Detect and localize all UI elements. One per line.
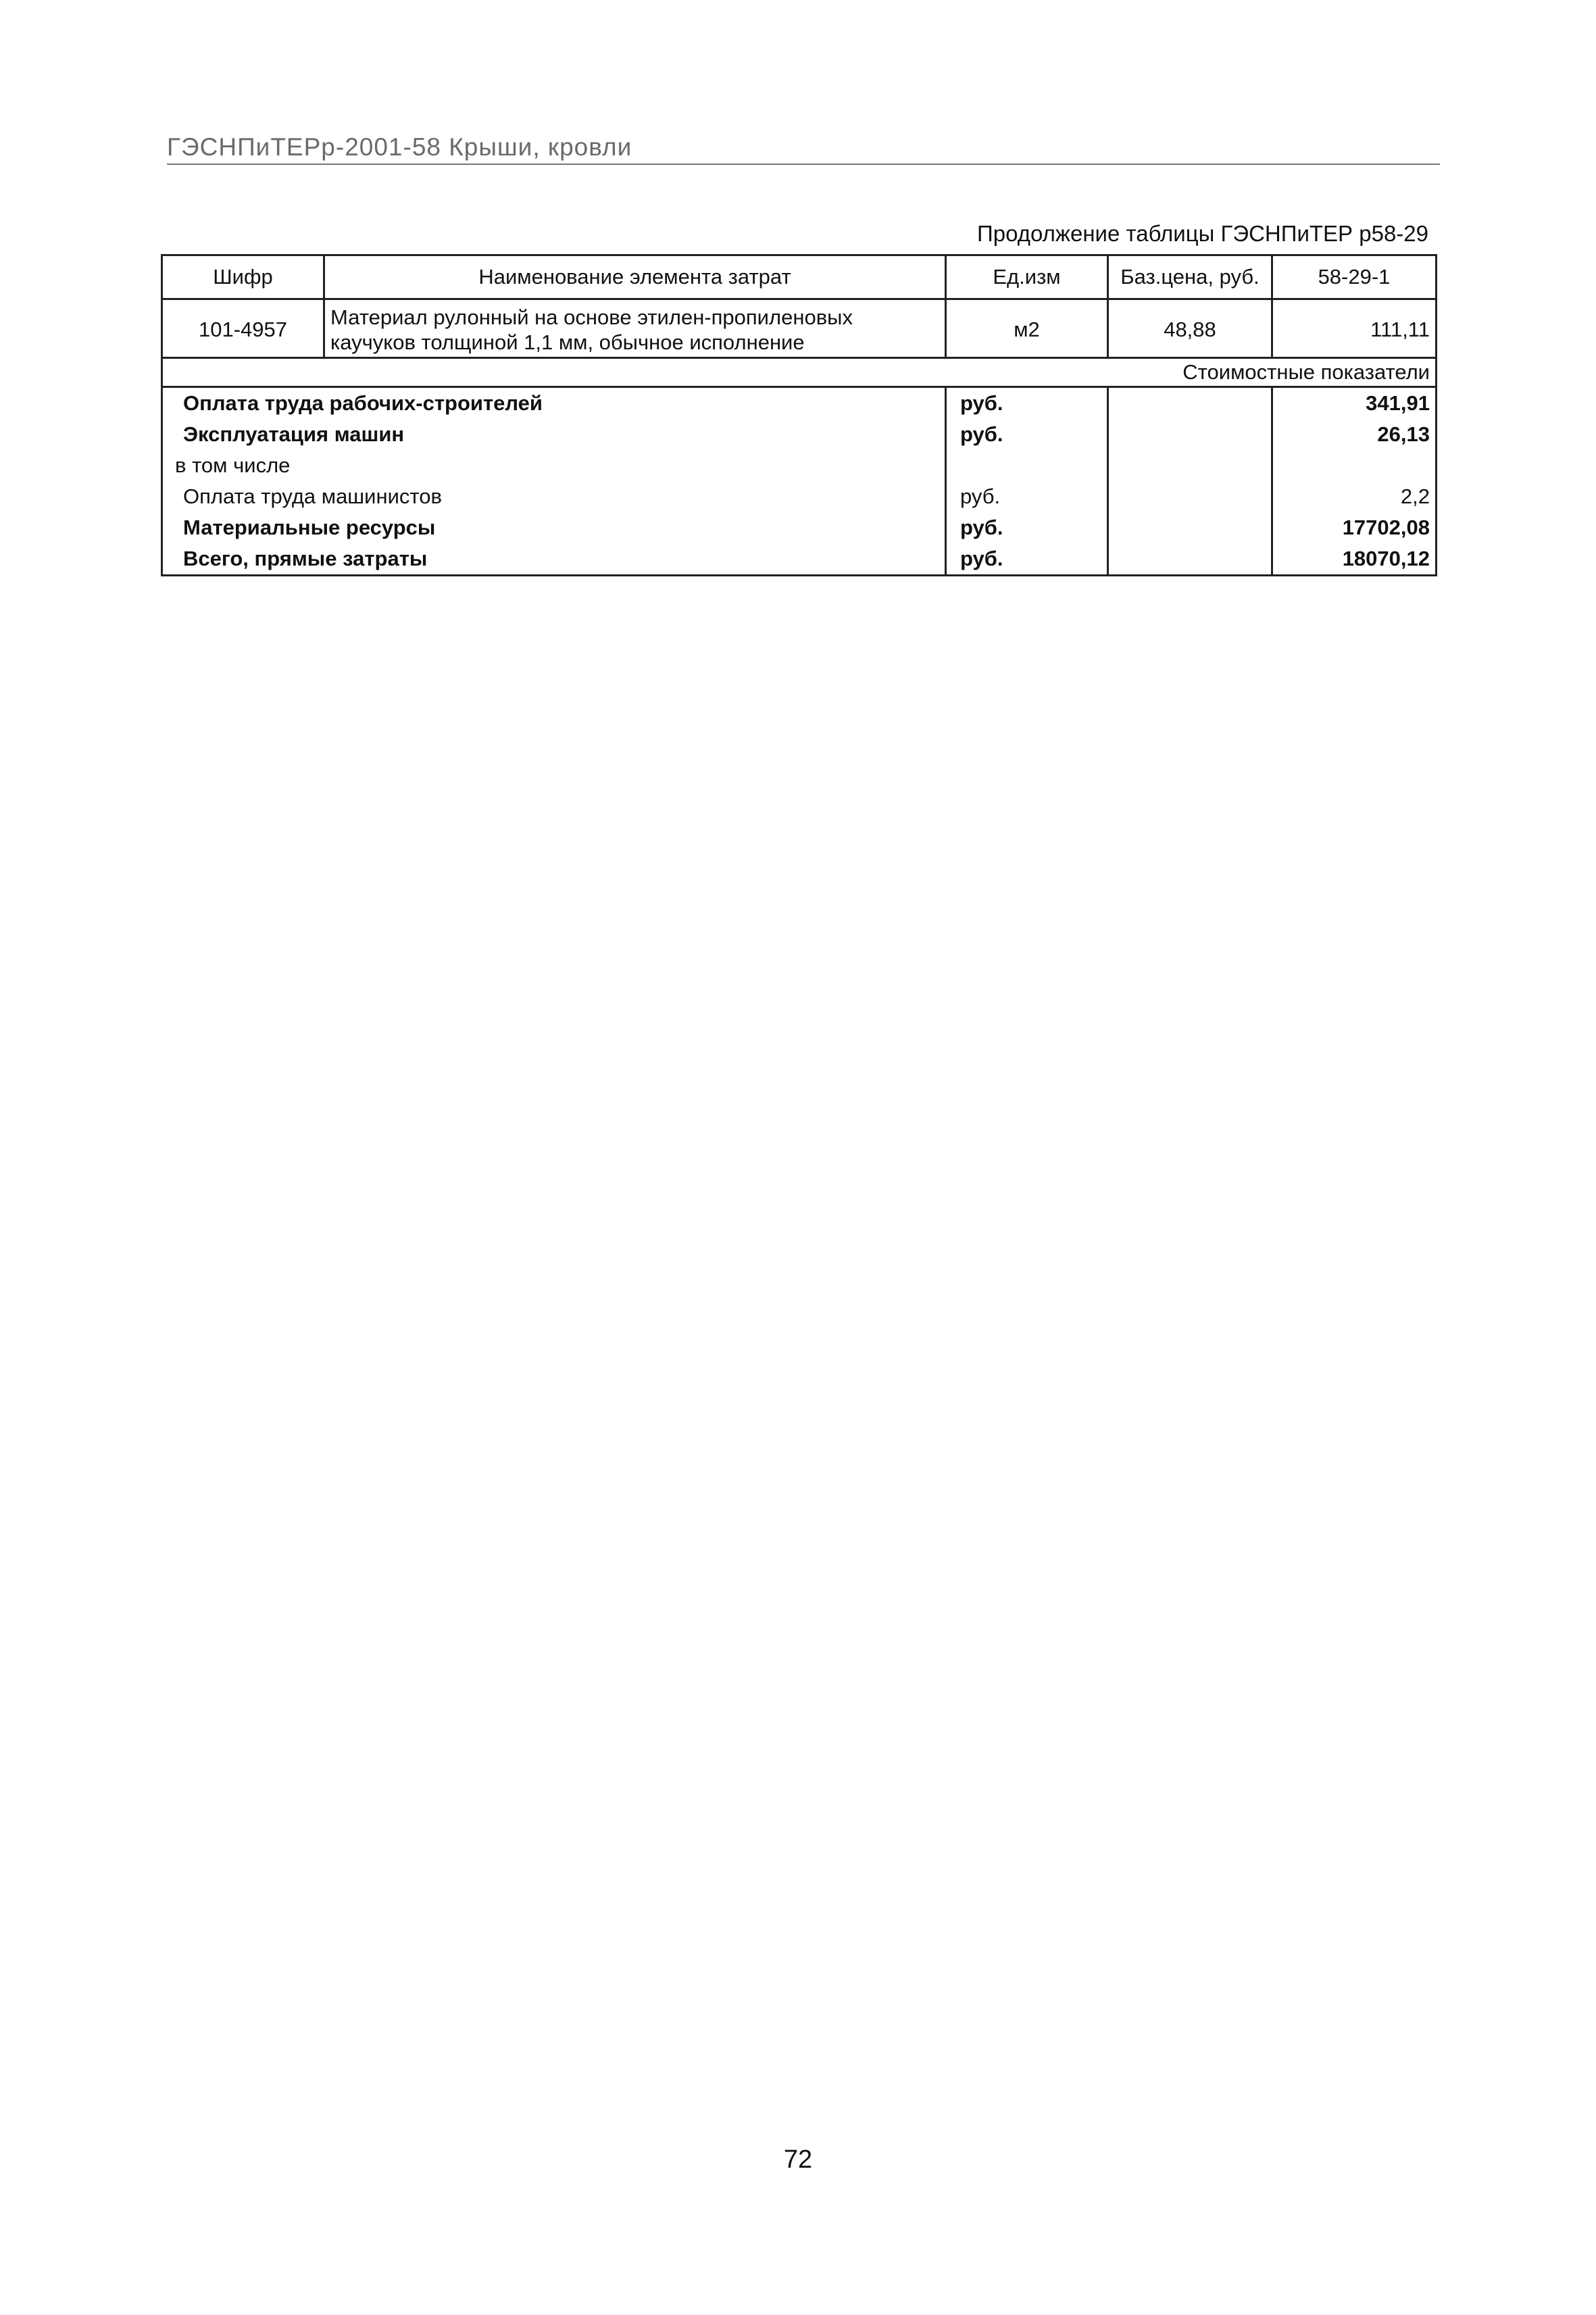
cost-value: 341,91 — [1272, 387, 1437, 420]
header-name: Наименование элемента затрат — [324, 255, 946, 299]
cost-empty — [1108, 450, 1272, 481]
table-continuation-caption: Продолжение таблицы ГЭСНПиТЕР р58-29 — [977, 221, 1428, 246]
cost-row — [162, 419, 1437, 450]
cost-table — [161, 254, 1437, 576]
cost-empty — [1108, 512, 1272, 543]
cost-unit: руб. — [946, 387, 1108, 420]
cost-empty — [1108, 481, 1272, 512]
item-base-price: 48,88 — [1108, 299, 1272, 358]
cost-unit: руб. — [946, 481, 1108, 512]
cost-label: Оплата труда рабочих-строителей — [162, 387, 946, 420]
item-rate: 111,11 — [1272, 299, 1437, 358]
cost-value: 18070,12 — [1272, 543, 1437, 576]
table-row — [162, 299, 1437, 358]
cost-section-title: Стоимостные показатели — [162, 358, 1437, 387]
table-header-row — [162, 255, 1437, 299]
cost-row — [162, 387, 1437, 420]
header-unit: Ед.изм — [946, 255, 1108, 299]
item-unit: м2 — [946, 299, 1108, 358]
cost-unit — [946, 450, 1108, 481]
cost-empty — [1108, 543, 1272, 576]
cost-label: Эксплуатация машин — [162, 419, 946, 450]
cost-unit: руб. — [946, 543, 1108, 576]
cost-value: 26,13 — [1272, 419, 1437, 450]
cost-empty — [1108, 419, 1272, 450]
cost-empty — [1108, 387, 1272, 420]
cost-label: Всего, прямые затраты — [162, 543, 946, 576]
item-name: Материал рулонный на основе этилен-пропиленовых каучуков толщиной 1,1 мм, обычное исполнение — [324, 299, 946, 358]
header-rate: 58-29-1 — [1272, 255, 1437, 299]
cost-row — [162, 450, 1437, 481]
cost-value — [1272, 450, 1437, 481]
page-number: 72 — [783, 2145, 813, 2174]
cost-row — [162, 543, 1437, 576]
cost-row — [162, 512, 1437, 543]
cost-unit: руб. — [946, 419, 1108, 450]
cost-value: 17702,08 — [1272, 512, 1437, 543]
running-header: ГЭСНПиТЕРр-2001-58 Крыши, кровли — [167, 132, 1440, 165]
item-code: 101-4957 — [162, 299, 324, 358]
cost-label: Материальные ресурсы — [162, 512, 946, 543]
cost-section-title-row — [162, 358, 1437, 387]
header-code: Шифр — [162, 255, 324, 299]
cost-unit: руб. — [946, 512, 1108, 543]
cost-label: в том числе — [162, 450, 946, 481]
header-base-price: Баз.цена, руб. — [1108, 255, 1272, 299]
cost-row — [162, 481, 1437, 512]
cost-value: 2,2 — [1272, 481, 1437, 512]
cost-label: Оплата труда машинистов — [162, 481, 946, 512]
